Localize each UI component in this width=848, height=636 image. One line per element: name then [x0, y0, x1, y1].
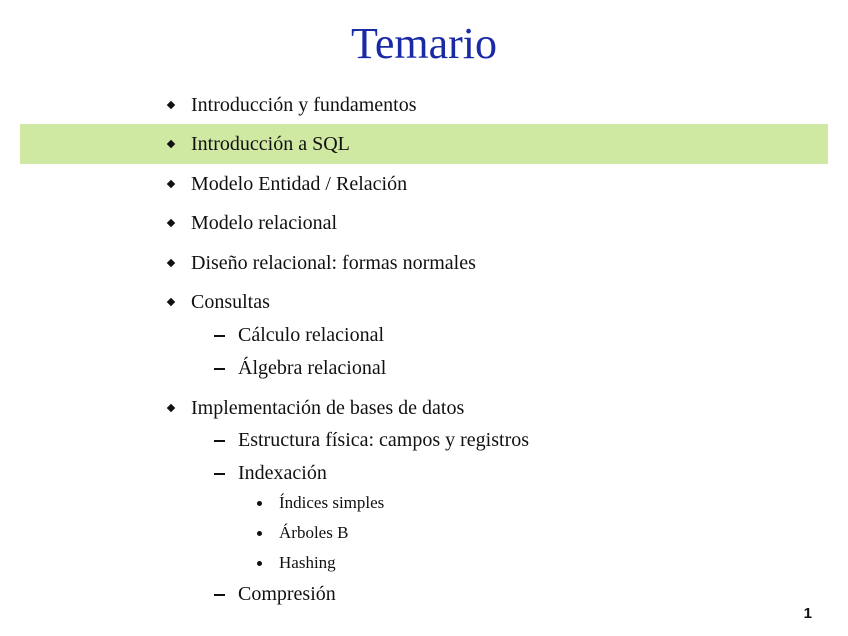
dash-bullet-icon: [214, 335, 225, 337]
outline-subitem-label: Cálculo relacional: [238, 324, 385, 346]
outline-subitem-algebra-relacional: [238, 356, 386, 380]
outline-subitem-label: Estructura física: campos y registros: [238, 429, 530, 451]
outline-subitem-label: Álgebra relacional: [238, 357, 387, 379]
outline-item-label: Modelo Entidad / Relación: [191, 173, 408, 195]
outline-item-label: Implementación de bases de datos: [191, 397, 465, 419]
diamond-bullet-icon: [167, 101, 175, 109]
outline-item-introduccion-sql: [191, 132, 350, 156]
diamond-bullet-icon: [167, 219, 175, 227]
outline-item-implementacion: [191, 396, 464, 420]
outline-subsubitem-arboles-b: [279, 522, 348, 544]
outline-subsubitem-hashing: [279, 552, 336, 574]
outline-item-diseno-relacional: [191, 251, 476, 275]
outline-subitem-calculo-relacional: [238, 323, 384, 347]
dash-bullet-icon: [214, 594, 225, 596]
outline-item-label: Diseño relacional: formas normales: [191, 252, 476, 274]
outline-subitem-label: Compresión: [238, 583, 336, 605]
dot-bullet-icon: [257, 501, 262, 506]
outline-item-label: Introducción y fundamentos: [191, 94, 417, 116]
highlight-bar: [20, 124, 828, 164]
slide-title: Temario: [351, 19, 497, 68]
outline-item-label: Consultas: [191, 291, 270, 313]
dash-bullet-icon: [214, 368, 225, 370]
diamond-bullet-icon: [167, 259, 175, 267]
dot-bullet-icon: [257, 561, 262, 566]
diamond-bullet-icon: [167, 298, 175, 306]
outline-subitem-indexacion: [238, 461, 327, 485]
diamond-bullet-icon: [167, 404, 175, 412]
diamond-bullet-icon: [167, 180, 175, 188]
page-number: 1: [803, 605, 812, 622]
outline-item-label: Modelo relacional: [191, 212, 338, 234]
outline-subitem-compresion: [238, 582, 336, 606]
dash-bullet-icon: [214, 440, 225, 442]
outline-item-consultas: [191, 290, 270, 314]
outline-item-modelo-relacional: [191, 211, 337, 235]
outline-subsubitem-label: Índices simples: [279, 493, 385, 512]
outline-subsubitem-label: Árboles B: [279, 523, 349, 542]
outline-subsubitem-label: Hashing: [279, 553, 336, 572]
outline-subsubitem-indices-simples: [279, 492, 384, 514]
outline-subitem-estructura-fisica: [238, 428, 529, 452]
dot-bullet-icon: [257, 531, 262, 536]
outline-item-introduccion-fundamentos: [191, 93, 417, 117]
dash-bullet-icon: [214, 473, 225, 475]
outline-subitem-label: Indexación: [238, 462, 327, 484]
outline-item-modelo-entidad-relacion: [191, 172, 407, 196]
outline-item-label: Introducción a SQL: [191, 133, 350, 155]
